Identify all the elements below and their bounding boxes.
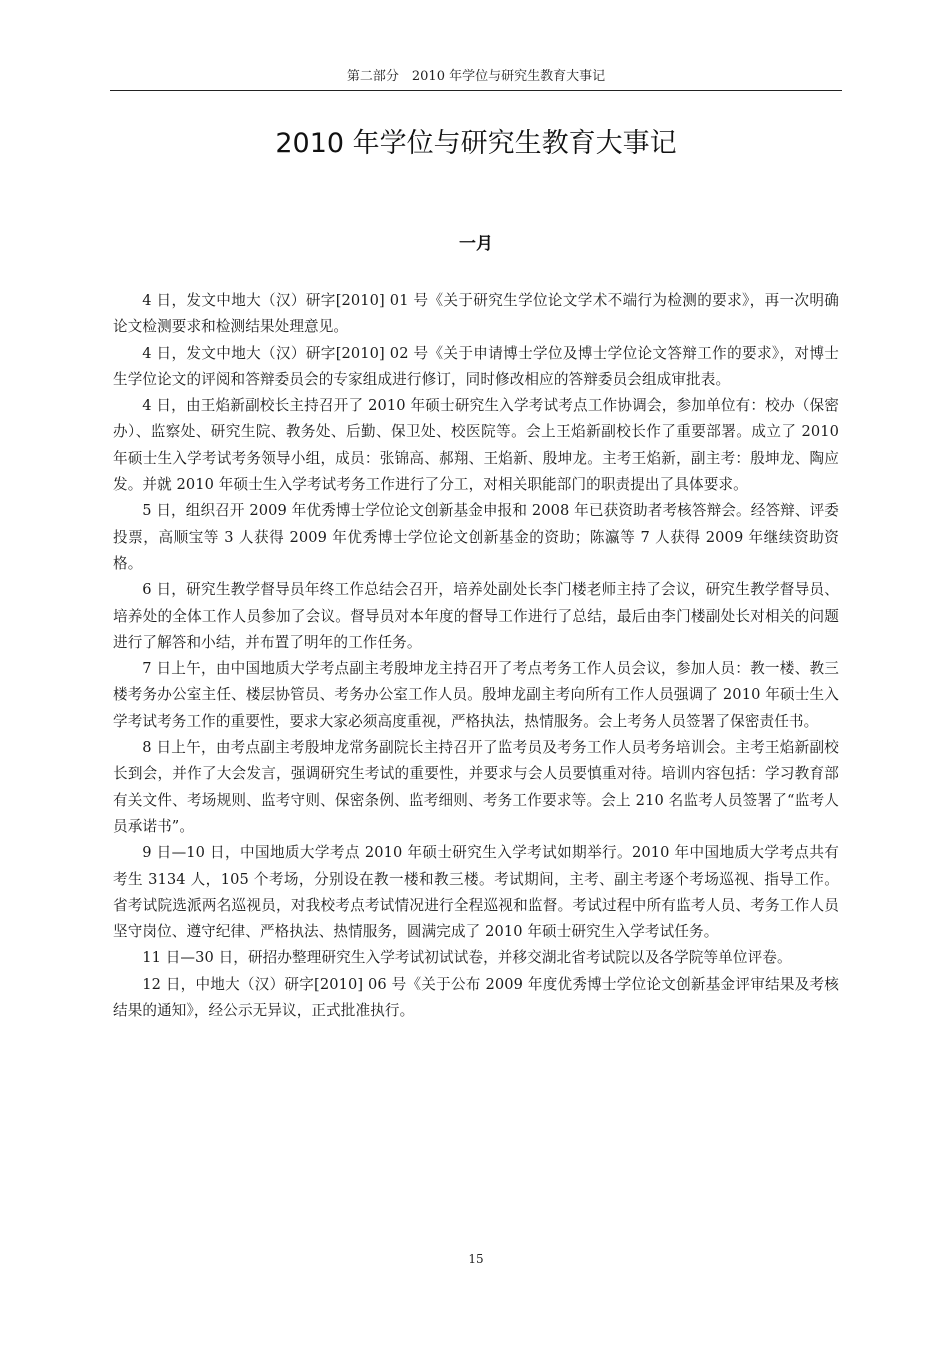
page-title: 2010 年学位与研究生教育大事记 (275, 128, 677, 159)
entry-paragraph: 4 日，发文中地大（汉）研字[2010] 01 号《关于研究生学位论文学术不端行为检测的要求》，再一次明确论文检测要求和检测结果处理意见。 (113, 292, 839, 336)
running-header: 第二部分 2010 年学位与研究生教育大事记 (346, 69, 606, 84)
entry-paragraph: 8 日上午，由考点副主考殷坤龙常务副院长主持召开了监考员及考务工作人员考务培训会。主考王焰新副校长到会，并作了大会发言，强调研究生考试的重要性，并要求与会人员要慎重对待。培训内容包括：学习教育部有关文件、考场规则、监考守则、保密条例、监考细则、考务工作要求等。会上 210 名监考人员签署了“监考人员承诺书”。 (113, 739, 839, 835)
entry-paragraph: 11 日—30 日，研招办整理研究生入学考试初试试卷，并移交湖北省考试院以及各学院等单位评卷。 (142, 949, 792, 967)
entry-paragraph: 6 日，研究生教学督导员年终工作总结会召开，培养处副处长李门楼老师主持了会议，研究生教学督导员、培养处的全体工作人员参加了会议。督导员对本年度的督导工作进行了总结，最后由李门楼副处长对相关的问题进行了解答和小结，并布置了明年的工作任务。 (113, 581, 839, 651)
body-text (113, 288, 839, 1024)
section-heading: 一月 (459, 234, 493, 254)
entry-paragraph: 5 日，组织召开 2009 年优秀博士学位论文创新基金申报和 2008 年已获资助者考核答辩会。经答辩、评委投票，高顺宝等 3 人获得 2009 年优秀博士学位论文创新基金的资助；陈瀛等 7 人获得 2009 年继续资助资格。 (113, 502, 839, 572)
entry-paragraph: 4 日，由王焰新副校长主持召开了 2010 年硕士研究生入学考试考点工作协调会，参加单位有：校办（保密办）、监察处、研究生院、教务处、后勤、保卫处、校医院等。会上王焰新副校长作了重要部署。成立了 2010 年硕士生入学考试考务领导小组，成员：张锦高、郝翔、王焰新、殷坤龙。主考王焰新，副主考：殷坤龙、陶应发。并就 2010 年硕士生入学考试考务工作进行了分工，对相关职能部门的职责提出了具体要求。 (113, 397, 839, 494)
header-rule (110, 90, 842, 91)
entry-paragraph: 9 日—10 日，中国地质大学考点 2010 年硕士研究生入学考试如期举行。2010 年中国地质大学考点共有考生 3134 人，105 个考场，分别设在教一楼和教三楼。考试期间，主考、副主考逐个考场巡视、指导工作。省考试院选派两名巡视员，对我校考点考试情况进行全程巡视和监督。考试过程中所有监考人员、考务工作人员坚守岗位、遵守纪律、严格执法、热情服务，圆满完成了 2010 年硕士研究生入学考试任务。 (113, 844, 839, 941)
entry-paragraph: 4 日，发文中地大（汉）研字[2010] 02 号《关于申请博士学位及博士学位论文答辩工作的要求》，对博士生学位论文的评阅和答辩委员会的专家组成进行修订，同时修改相应的答辩委员会组成审批表。 (113, 344, 839, 388)
page-number: 15 (468, 1252, 484, 1266)
entry-paragraph: 12 日，中地大（汉）研字[2010] 06 号《关于公布 2009 年度优秀博士学位论文创新基金评审结果及考核结果的通知》，经公示无异议，正式批准执行。 (113, 975, 839, 1020)
entry-paragraph: 7 日上午，由中国地质大学考点副主考殷坤龙主持召开了考点考务工作人员会议，参加人员：教一楼、教三楼考务办公室主任、楼层协管员、考务办公室工作人员。殷坤龙副主考向所有工作人员强调了 2010 年硕士生入学考试考务工作的重要性，要求大家必须高度重视，严格执法，热情服务。会上考务人员签署了保密责任书。 (113, 660, 839, 730)
